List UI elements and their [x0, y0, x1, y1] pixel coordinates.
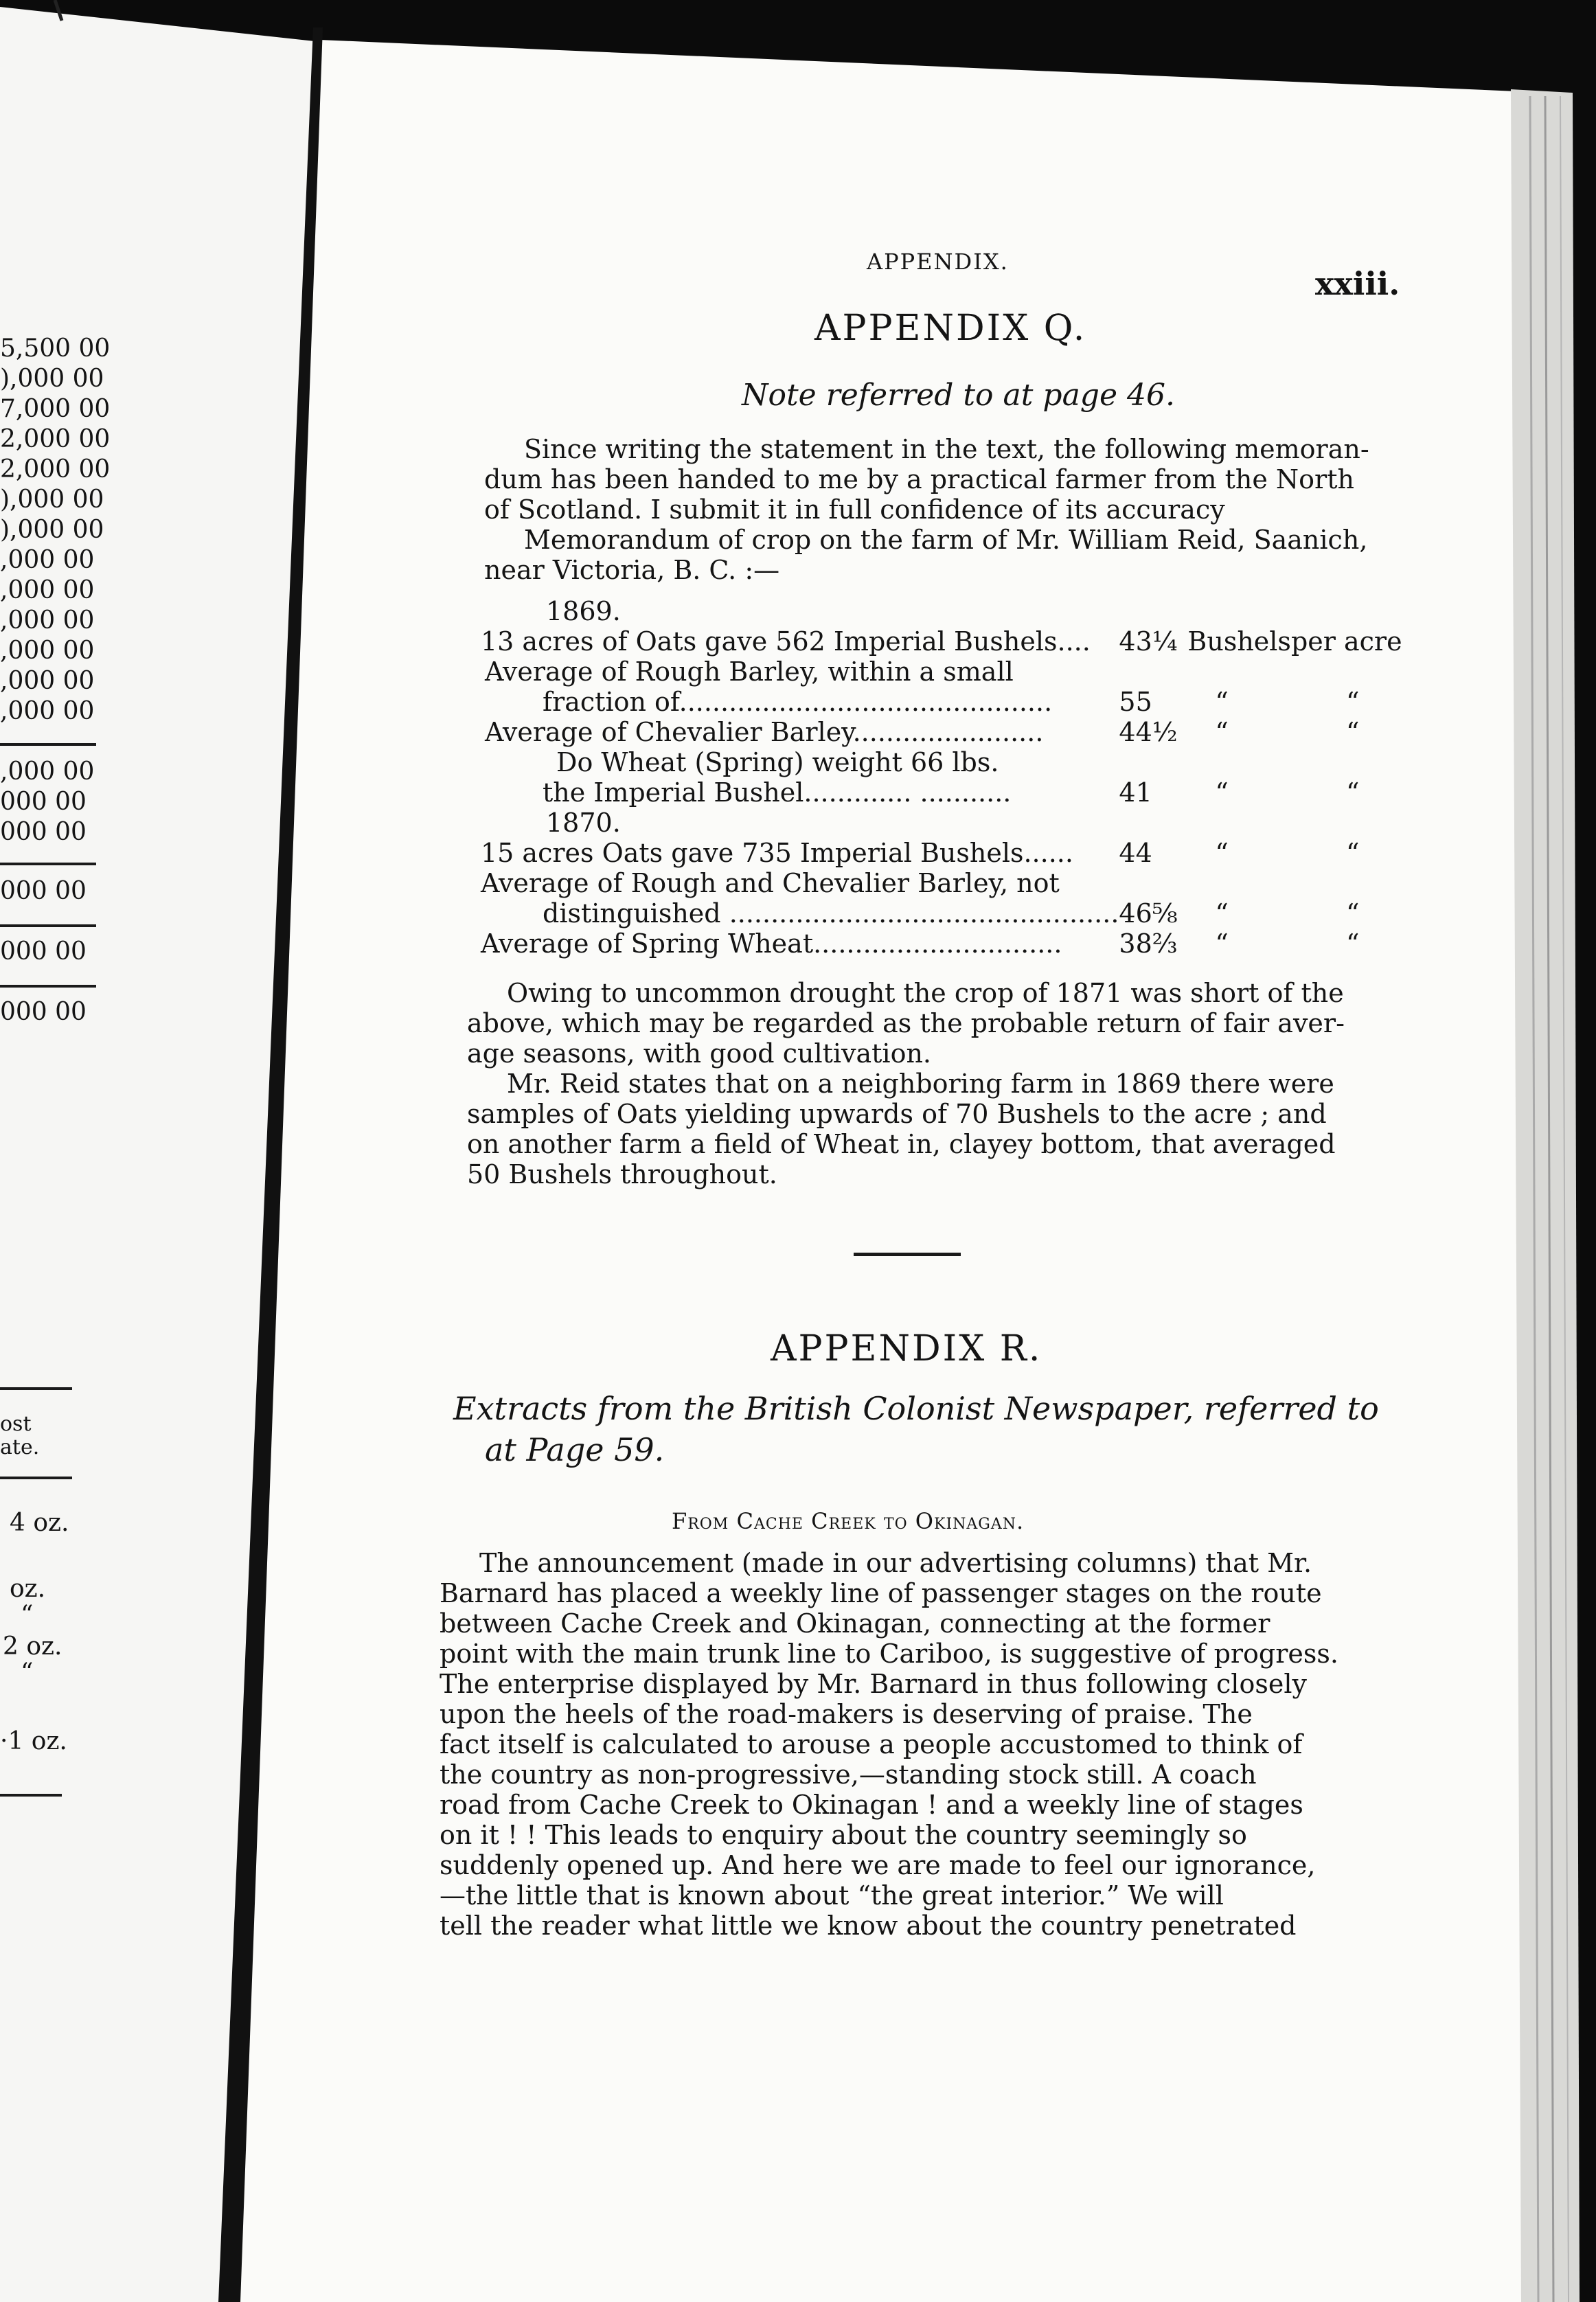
table-row: [481, 838, 1408, 868]
amount-cell: ),000 00: [0, 486, 104, 514]
section-divider: [854, 1253, 961, 1256]
table-row: [481, 808, 1408, 838]
crop-label: Average of Rough and Chevalier Barley, not: [481, 868, 1060, 898]
crop-label: 15 acres Oats gave 735 Imperial Bushels......: [481, 838, 1073, 868]
crop-unit: “: [1215, 898, 1229, 928]
amount-cell: 000 00: [0, 937, 87, 966]
crop-per: [1291, 747, 1408, 777]
extract-title-cont: at Page 59.: [485, 1431, 665, 1468]
amount-cell: 2,000 00: [0, 425, 111, 453]
year-label: 1869.: [546, 596, 621, 626]
crop-unit: “: [1215, 838, 1229, 868]
appendix-q-intro: [484, 434, 1394, 585]
crop-unit: “: [1215, 777, 1229, 808]
crop-unit: Bushels: [1187, 626, 1291, 657]
amount-cell: ),000 00: [0, 516, 104, 544]
amount-cell: 000 00: [0, 818, 87, 846]
crop-value: 44½: [1119, 717, 1178, 747]
text-line: Barnard has placed a weekly line of passenger stages on the route: [440, 1578, 1322, 1608]
crop-per: “: [1345, 898, 1360, 928]
left-rule: [0, 924, 96, 927]
appendix-r-heading: APPENDIX R.: [771, 1328, 1042, 1369]
crop-value: 46⅝: [1119, 898, 1178, 928]
appendix-q-heading: APPENDIX Q.: [814, 308, 1087, 349]
appendix-q-note: Note referred to at page 46.: [742, 378, 1175, 413]
text-line: on another farm a field of Wheat in, clayey bottom, that averaged: [467, 1129, 1336, 1159]
crop-label: 13 acres of Oats gave 562 Imperial Bushels....: [481, 626, 1091, 657]
crop-unit: “: [1215, 928, 1229, 959]
weight-cell: “: [21, 1601, 34, 1629]
amount-cell: ,000 00: [0, 697, 95, 725]
crop-per: per acre: [1290, 626, 1402, 657]
weight-cell: “: [21, 1659, 34, 1687]
crop-unit: “: [1215, 687, 1229, 717]
left-rule: [0, 1794, 62, 1797]
text-line: Mr. Reid states that on a neighboring farm in 1869 there were: [507, 1069, 1334, 1099]
text-line: dum has been handed to me by a practical farmer from the North: [484, 464, 1354, 494]
crop-per: “: [1345, 838, 1360, 868]
crop-unit: [1187, 657, 1291, 687]
text-line: Owing to uncommon drought the crop of 1871 was short of the: [507, 978, 1344, 1008]
crop-per: “: [1345, 777, 1360, 808]
table-row: [481, 868, 1408, 898]
amount-cell: ,000 00: [0, 667, 95, 695]
weight-cell: 4 oz.: [10, 1509, 69, 1537]
crop-per: [1291, 868, 1408, 898]
crop-label: Average of Rough Barley, within a small: [485, 657, 1014, 687]
text-line: The announcement (made in our advertising columns) that Mr.: [479, 1548, 1312, 1578]
page-stack-edge: [1511, 89, 1580, 2302]
crop-unit: [1187, 868, 1291, 898]
table-row: [481, 657, 1408, 687]
crop-value: 43¼: [1119, 626, 1178, 657]
table-row: [481, 928, 1408, 959]
table-row: [481, 717, 1408, 747]
crop-label: Do Wheat (Spring) weight 66 lbs.: [556, 747, 999, 777]
text-line: 50 Bushels throughout.: [467, 1159, 777, 1189]
weight-cell: 2 oz.: [3, 1632, 62, 1661]
amount-cell: 000 00: [0, 877, 87, 905]
table-row: [481, 777, 1408, 808]
crop-per: “: [1345, 687, 1360, 717]
text-line: age seasons, with good cultivation.: [467, 1038, 932, 1069]
text-line: point with the main trunk line to Cariboo, is suggestive of progress.: [440, 1639, 1338, 1669]
table-row: [481, 687, 1408, 717]
amount-cell: 000 00: [0, 788, 87, 816]
amount-cell: ,000 00: [0, 606, 95, 635]
crop-label: the Imperial Bushel............. ...........: [543, 777, 1012, 808]
amount-cell: ),000 00: [0, 365, 104, 393]
amount-cell: ,000 00: [0, 546, 95, 574]
amount-cell: 000 00: [0, 998, 87, 1026]
crop-value: 44: [1119, 838, 1152, 868]
table-row: [481, 626, 1408, 657]
year-label: 1870.: [546, 808, 621, 838]
crop-label: Average of Chevalier Barley.......................: [485, 717, 1044, 747]
left-rule: [0, 1477, 72, 1479]
text-line: suddenly opened up. And here we are made to feel our ignorance,: [440, 1850, 1316, 1880]
crop-per: “: [1345, 717, 1360, 747]
amount-cell: 5,500 00: [0, 334, 111, 363]
amount-cell: 2,000 00: [0, 455, 111, 483]
column-heading: ost: [0, 1412, 32, 1436]
text-line: fact itself is calculated to arouse a people accustomed to think of: [440, 1729, 1303, 1759]
text-line: Since writing the statement in the text, the following memoran-: [524, 434, 1369, 464]
text-line: near Victoria, B. C. :—: [484, 555, 780, 585]
text-line: road from Cache Creek to Okinagan ! and a weekly line of stages: [440, 1790, 1303, 1820]
article-subheading: From Cache Creek to Okinagan.: [672, 1508, 1025, 1534]
text-line: Memorandum of crop on the farm of Mr. William Reid, Saanich,: [524, 525, 1368, 555]
extract-title: Extracts from the British Colonist Newspaper, referred to: [453, 1390, 1379, 1427]
crop-unit: “: [1215, 717, 1229, 747]
amount-cell: 7,000 00: [0, 395, 111, 423]
text-line: upon the heels of the road-makers is deserving of praise. The: [440, 1699, 1253, 1729]
crop-label: distinguished ...............................................: [543, 898, 1119, 928]
crop-unit: [1187, 747, 1291, 777]
crop-value: [1119, 657, 1187, 687]
text-line: between Cache Creek and Okinagan, connecting at the former: [440, 1608, 1270, 1639]
amount-cell: ,000 00: [0, 576, 95, 604]
crop-value: 55: [1119, 687, 1152, 717]
text-line: on it ! ! This leads to enquiry about the country seemingly so: [440, 1820, 1247, 1850]
column-heading: ate.: [0, 1435, 40, 1459]
text-line: the country as non-progressive,—standing stock still. A coach: [440, 1759, 1257, 1790]
crop-label: fraction of.............................................: [543, 687, 1053, 717]
crop-per: [1291, 657, 1408, 687]
crop-value: 38⅔: [1119, 928, 1178, 959]
running-head: APPENDIX.: [867, 249, 1009, 275]
left-rule: [0, 743, 96, 746]
crop-label: Average of Spring Wheat..............................: [481, 928, 1062, 959]
text-line: samples of Oats yielding upwards of 70 Bushels to the acre ; and: [467, 1099, 1327, 1129]
text-line: above, which may be regarded as the probable return of fair aver-: [467, 1008, 1345, 1038]
crop-value: [1119, 868, 1187, 898]
text-line: tell the reader what little we know about the country penetrated: [440, 1911, 1297, 1941]
table-row: [481, 898, 1408, 928]
amount-cell: ,000 00: [0, 637, 95, 665]
table-row: [481, 747, 1408, 777]
amount-cell: ,000 00: [0, 757, 95, 786]
crop-value: 41: [1119, 777, 1152, 808]
text-line: —the little that is known about “the great interior.” We will: [440, 1880, 1224, 1911]
crop-per: “: [1345, 928, 1360, 959]
crop-value: [1119, 747, 1187, 777]
appendix-q-closing: [467, 978, 1373, 1189]
article-body: [440, 1548, 1353, 1941]
weight-cell: ·1 oz.: [0, 1727, 67, 1755]
text-line: The enterprise displayed by Mr. Barnard in thus following closely: [440, 1669, 1307, 1699]
text-line: of Scotland. I submit it in full confidence of its accuracy: [484, 494, 1225, 525]
left-rule: [0, 863, 96, 865]
weight-cell: oz.: [10, 1575, 46, 1603]
page-number: xxiii.: [1315, 265, 1400, 302]
left-rule: [0, 1387, 72, 1390]
left-rule: [0, 985, 96, 988]
crop-table: [481, 626, 1408, 959]
